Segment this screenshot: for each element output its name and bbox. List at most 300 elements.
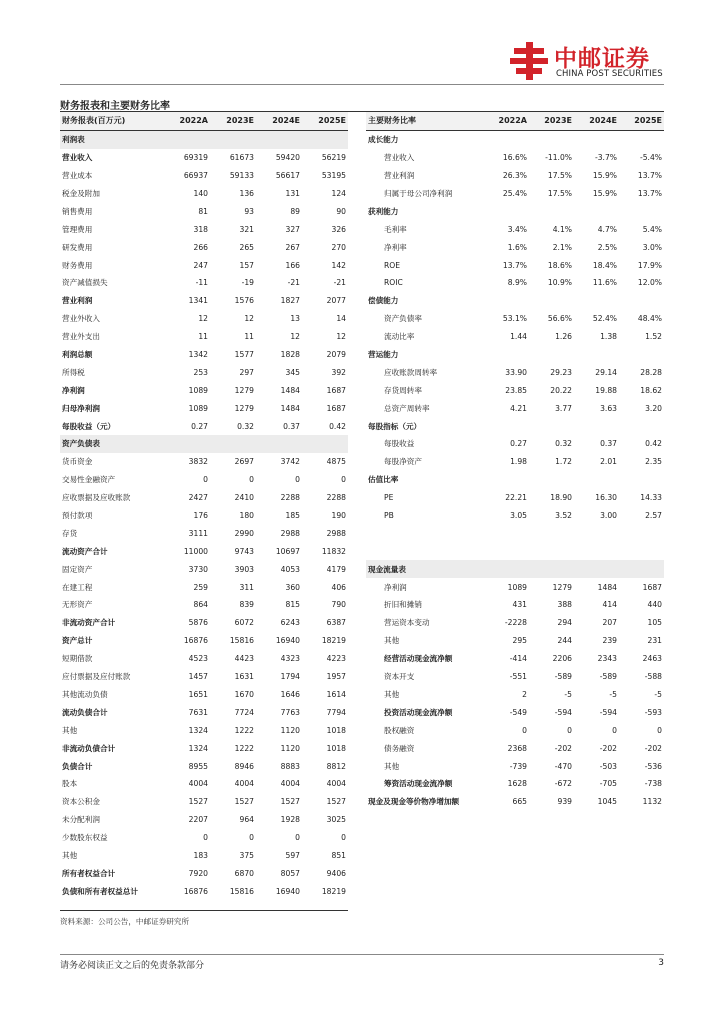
table-row (366, 453, 664, 471)
value-cell: 4.1% (552, 224, 572, 234)
column-header-year: 2022A (484, 112, 529, 130)
value-cell: 327 (285, 224, 300, 234)
row-label: ROIC (384, 278, 403, 288)
row-label: 营业利润 (384, 171, 415, 181)
section-header-row (60, 435, 348, 453)
value-cell: 59133 (229, 171, 254, 181)
row-label: 所得税 (62, 367, 85, 377)
table-row (366, 721, 664, 739)
column-header-year: 2023E (529, 112, 574, 130)
row-label: 应付票据及应付账款 (62, 672, 131, 682)
row-label: 总资产周转率 (384, 403, 430, 413)
value-cell: 11 (244, 332, 254, 342)
table-row (60, 847, 348, 865)
row-label: 应收票据及应收账款 (62, 493, 131, 503)
value-cell: 414 (602, 600, 617, 610)
group-header-row (366, 346, 664, 364)
table-row (60, 793, 348, 811)
table-row (60, 310, 348, 328)
table-row (60, 668, 348, 686)
table-row (366, 310, 664, 328)
row-label: 财务费用 (62, 260, 93, 270)
row-label: 营业收入 (62, 153, 93, 163)
row-label: 管理费用 (62, 224, 93, 234)
value-cell: 0.32 (555, 439, 572, 449)
value-cell: 297 (239, 367, 254, 377)
column-header-label: 财务报表(百万元) (60, 112, 164, 130)
header-divider (60, 84, 664, 85)
value-cell: 2410 (234, 493, 254, 503)
source-footnote: 资料来源：公司公告，中邮证券研究所 (60, 917, 190, 926)
value-cell: 326 (331, 224, 346, 234)
value-cell: 185 (285, 511, 300, 521)
value-cell: -588 (644, 672, 662, 682)
value-cell: 1576 (234, 296, 254, 306)
value-cell: 28.28 (640, 367, 662, 377)
value-cell: 15816 (229, 636, 254, 646)
row-label: 应收账款周转率 (384, 367, 438, 377)
row-label: 流动比率 (384, 332, 415, 342)
value-cell: 790 (331, 600, 346, 610)
value-cell: 124 (331, 189, 346, 198)
table-row (60, 650, 348, 668)
value-cell: 375 (239, 850, 254, 860)
table-row (60, 471, 348, 489)
value-cell: 0 (203, 475, 208, 485)
financial-ratios-table (366, 112, 664, 811)
table-row (366, 686, 664, 704)
value-cell: -470 (554, 761, 572, 771)
value-cell: 16.6% (502, 153, 527, 163)
value-cell: 29.14 (595, 367, 617, 377)
value-cell: -589 (554, 672, 572, 682)
value-cell: 1.38 (600, 332, 617, 342)
value-cell: -594 (599, 707, 617, 717)
value-cell: -11 (195, 278, 208, 288)
footer-divider (60, 954, 664, 955)
column-header-label: 主要财务比率 (366, 112, 484, 130)
table-row (366, 399, 664, 417)
value-cell: 295 (512, 636, 527, 646)
value-cell: -594 (554, 707, 572, 717)
value-cell: 4223 (326, 654, 346, 664)
value-cell: -536 (644, 761, 662, 771)
value-cell: 9406 (326, 868, 346, 878)
value-cell: 0.37 (600, 439, 617, 449)
value-cell: 10697 (275, 546, 300, 556)
spacer-cell (366, 542, 664, 560)
value-cell: 53195 (321, 171, 346, 181)
value-cell: 29.23 (550, 367, 572, 377)
value-cell: 0 (341, 475, 346, 485)
table-row (366, 328, 664, 346)
table-row (366, 363, 664, 381)
value-cell: -202 (599, 743, 617, 753)
value-cell: 13.7% (502, 260, 527, 270)
value-cell: 1628 (507, 779, 527, 789)
value-cell: 4053 (280, 564, 300, 574)
value-cell: 2079 (326, 350, 346, 360)
row-label: 交易性金融资产 (62, 475, 116, 485)
row-label: 净利润 (62, 385, 85, 395)
value-cell: 8955 (188, 761, 208, 771)
value-cell: 939 (557, 797, 572, 807)
row-label: 存货周转率 (384, 385, 422, 395)
row-label: 其他 (62, 725, 78, 735)
value-cell: 1.52 (645, 332, 662, 342)
logo-text-cn: 中邮证券 (554, 46, 650, 72)
value-cell: 176 (193, 511, 208, 521)
table-row (366, 614, 664, 632)
row-label: 流动负债合计 (62, 707, 108, 717)
value-cell: 6870 (234, 868, 254, 878)
value-cell: 4179 (326, 564, 346, 574)
value-cell: 4.21 (510, 403, 527, 413)
row-label: 股本 (62, 779, 78, 789)
row-label: 在建工程 (62, 582, 93, 592)
row-label: 资本开支 (384, 672, 415, 682)
section-title: 财务报表和主要财务比率 (60, 101, 170, 112)
section-label: 营运能力 (368, 350, 399, 360)
value-cell: 3730 (188, 564, 208, 574)
table-row (60, 721, 348, 739)
value-cell: 1527 (280, 797, 300, 807)
value-cell: 9743 (234, 546, 254, 556)
row-label: 税金及附加 (62, 189, 100, 198)
value-cell: 1341 (188, 296, 208, 306)
value-cell: 851 (331, 850, 346, 860)
value-cell: 2.1% (552, 242, 572, 252)
table-row (366, 167, 664, 185)
value-cell: 14.33 (640, 493, 662, 503)
value-cell: 166 (285, 260, 300, 270)
value-cell: 18219 (321, 636, 346, 646)
value-cell: 180 (239, 511, 254, 521)
value-cell: 1646 (280, 689, 300, 699)
value-cell: 1089 (507, 582, 527, 592)
table-header-row (60, 112, 348, 130)
row-label: 每股收益 (384, 439, 415, 449)
value-cell: 19.88 (595, 385, 617, 395)
table-row (366, 632, 664, 650)
value-cell: 18.4% (592, 260, 617, 270)
value-cell: 1089 (188, 385, 208, 395)
value-cell: 2288 (326, 493, 346, 503)
value-cell: 56219 (321, 153, 346, 163)
value-cell: 5876 (188, 618, 208, 628)
value-cell: 12 (290, 332, 300, 342)
table-row (60, 614, 348, 632)
table-row (366, 149, 664, 167)
row-label: 流动资产合计 (62, 546, 108, 556)
value-cell: 3.20 (645, 403, 662, 413)
value-cell: -672 (554, 779, 572, 789)
section-label: 利润表 (60, 130, 348, 148)
value-cell: 13 (290, 314, 300, 324)
table-row (366, 739, 664, 757)
row-label: 资本公积金 (62, 797, 100, 807)
value-cell: 1670 (234, 689, 254, 699)
column-header-year: 2025E (619, 112, 664, 130)
value-cell: 1651 (188, 689, 208, 699)
row-label: 其他 (62, 850, 78, 860)
value-cell: 140 (193, 189, 208, 198)
value-cell: 3111 (188, 528, 208, 538)
value-cell: 259 (193, 582, 208, 592)
value-cell: 18.90 (550, 493, 572, 503)
row-label: 每股净资产 (384, 457, 422, 467)
value-cell: 1827 (280, 296, 300, 306)
value-cell: 6387 (326, 618, 346, 628)
value-cell: 2.5% (597, 242, 617, 252)
value-cell: 8.9% (507, 278, 527, 288)
value-cell: 16876 (183, 886, 208, 896)
row-label: 债务融资 (384, 743, 415, 753)
value-cell: 1687 (642, 582, 662, 592)
row-label: 资产减值损失 (62, 278, 108, 288)
group-header-row (366, 292, 664, 310)
value-cell: 16.30 (595, 493, 617, 503)
row-label: 其他 (384, 636, 400, 646)
value-cell: 11000 (183, 546, 208, 556)
value-cell: 3.05 (510, 511, 527, 521)
value-cell: 59420 (275, 153, 300, 163)
value-cell: 0.27 (191, 421, 208, 431)
group-header-row (366, 202, 664, 220)
value-cell: 7920 (188, 868, 208, 878)
value-cell: 69319 (183, 153, 208, 163)
value-cell: 13.7% (637, 171, 662, 181)
value-cell: 1.72 (555, 457, 572, 467)
value-cell: 1132 (642, 797, 662, 807)
row-label: 营运资本变动 (384, 618, 430, 628)
row-label: 营业收入 (384, 153, 415, 163)
table-row (366, 703, 664, 721)
row-label: 资产总计 (62, 636, 93, 646)
row-label: 预付款项 (62, 511, 93, 521)
value-cell: 1.26 (555, 332, 572, 342)
value-cell: -5 (609, 689, 617, 699)
section-label: 资产负债表 (60, 435, 348, 453)
value-cell: 267 (285, 242, 300, 252)
table-bottom-divider (60, 910, 348, 911)
value-cell: 1527 (234, 797, 254, 807)
value-cell: 11832 (321, 546, 346, 556)
value-cell: -593 (644, 707, 662, 717)
value-cell: 1631 (234, 672, 254, 682)
table-row (60, 757, 348, 775)
value-cell: 207 (602, 618, 617, 628)
row-label: 每股收益（元） (62, 421, 116, 431)
value-cell: 89 (290, 206, 300, 216)
value-cell: 3832 (188, 457, 208, 467)
row-label: 营业外支出 (62, 332, 100, 342)
table-row (60, 882, 348, 900)
value-cell: 1928 (280, 815, 300, 825)
value-cell: 157 (239, 260, 254, 270)
group-header-row (366, 417, 664, 435)
value-cell: 81 (198, 206, 208, 216)
table-row (60, 346, 348, 364)
row-label: 负债合计 (62, 761, 93, 771)
value-cell: 16940 (275, 886, 300, 896)
row-label: 利润总额 (62, 350, 93, 360)
table-row (366, 274, 664, 292)
value-cell: 2368 (507, 743, 527, 753)
value-cell: 265 (239, 242, 254, 252)
value-cell: 253 (193, 367, 208, 377)
row-label: 其他流动负债 (62, 689, 108, 699)
value-cell: 2.35 (645, 457, 662, 467)
value-cell: 2988 (326, 528, 346, 538)
value-cell: 190 (331, 511, 346, 521)
value-cell: 231 (647, 636, 662, 646)
row-label: 折旧和摊销 (384, 600, 422, 610)
value-cell: -549 (509, 707, 527, 717)
value-cell: 3.63 (600, 403, 617, 413)
value-cell: 7763 (280, 707, 300, 717)
value-cell: 3.4% (507, 224, 527, 234)
value-cell: 20.22 (550, 385, 572, 395)
row-label: 销售费用 (62, 206, 93, 216)
value-cell: 5.4% (642, 224, 662, 234)
table-row (60, 381, 348, 399)
value-cell: 25.4% (502, 189, 527, 198)
value-cell: -589 (599, 672, 617, 682)
table-row (60, 220, 348, 238)
row-label: ROE (384, 260, 401, 270)
row-label: 营业利润 (62, 296, 93, 306)
value-cell: 3.0% (642, 242, 662, 252)
table-header-row (366, 112, 664, 130)
value-cell: 8812 (326, 761, 346, 771)
value-cell: 0 (567, 725, 572, 735)
value-cell: 7631 (188, 707, 208, 717)
table-row (366, 381, 664, 399)
value-cell: 16940 (275, 636, 300, 646)
value-cell: 15.9% (592, 189, 617, 198)
section-header-row (60, 130, 348, 148)
column-header-year: 2025E (302, 112, 348, 130)
row-label: 归母净利润 (62, 403, 100, 413)
value-cell: 0.27 (510, 439, 527, 449)
value-cell: 17.5% (547, 171, 572, 181)
value-cell: 61673 (229, 153, 254, 163)
value-cell: 4004 (280, 779, 300, 789)
value-cell: 1484 (597, 582, 617, 592)
table-row (60, 238, 348, 256)
value-cell: 239 (602, 636, 617, 646)
value-cell: 15.9% (592, 171, 617, 181)
value-cell: 14 (336, 314, 346, 324)
value-cell: -202 (554, 743, 572, 753)
value-cell: 93 (244, 206, 254, 216)
value-cell: 4004 (234, 779, 254, 789)
section-label: 成长能力 (368, 135, 399, 145)
value-cell: 3903 (234, 564, 254, 574)
value-cell: 183 (193, 850, 208, 860)
row-label: 固定资产 (62, 564, 93, 574)
value-cell: 406 (331, 582, 346, 592)
table-row (366, 256, 664, 274)
value-cell: 52.4% (592, 314, 617, 324)
value-cell: 0 (657, 725, 662, 735)
row-label: 存货 (62, 528, 78, 538)
value-cell: 15816 (229, 886, 254, 896)
value-cell: 142 (331, 260, 346, 270)
group-header-row (366, 130, 664, 148)
row-label: 其他 (384, 689, 400, 699)
value-cell: 270 (331, 242, 346, 252)
value-cell: 3.77 (555, 403, 572, 413)
value-cell: 1527 (188, 797, 208, 807)
row-label: 非流动负债合计 (62, 743, 116, 753)
value-cell: 6243 (280, 618, 300, 628)
logo-text-en: CHINA POST SECURITIES (556, 69, 663, 79)
value-cell: 1828 (280, 350, 300, 360)
table-row (60, 739, 348, 757)
section-label: 估值比率 (368, 475, 399, 485)
value-cell: 345 (285, 367, 300, 377)
value-cell: 3.52 (555, 511, 572, 521)
value-cell: 12 (198, 314, 208, 324)
value-cell: 2697 (234, 457, 254, 467)
value-cell: 4423 (234, 654, 254, 664)
value-cell: 1120 (280, 743, 300, 753)
value-cell: -19 (241, 278, 254, 288)
value-cell: 66937 (183, 171, 208, 181)
value-cell: 294 (557, 618, 572, 628)
value-cell: 56.6% (547, 314, 572, 324)
value-cell: 90 (336, 206, 346, 216)
table-row (60, 453, 348, 471)
row-label: 经营活动现金流净额 (384, 654, 453, 664)
value-cell: 2206 (552, 654, 572, 664)
table-row (60, 363, 348, 381)
value-cell: 1687 (326, 403, 346, 413)
value-cell: 2988 (280, 528, 300, 538)
row-label: 研发费用 (62, 242, 93, 252)
value-cell: 1.44 (510, 332, 527, 342)
row-label: 现金及现金等价物净增加额 (368, 797, 460, 807)
value-cell: 1.98 (510, 457, 527, 467)
table-row (60, 185, 348, 203)
value-cell: 0 (203, 833, 208, 843)
column-header-year: 2023E (210, 112, 256, 130)
value-cell: 597 (285, 850, 300, 860)
section-label: 每股指标（元） (368, 421, 422, 431)
financial-statements-panel (60, 112, 348, 900)
value-cell: 311 (239, 582, 254, 592)
table-row (60, 775, 348, 793)
value-cell: 3742 (280, 457, 300, 467)
value-cell: 0.42 (329, 421, 346, 431)
value-cell: 1045 (597, 797, 617, 807)
table-row (60, 686, 348, 704)
table-row (60, 417, 348, 435)
value-cell: 8946 (234, 761, 254, 771)
value-cell: -705 (599, 779, 617, 789)
table-row (60, 167, 348, 185)
value-cell: 2463 (642, 654, 662, 664)
table-row (60, 560, 348, 578)
table-row (60, 829, 348, 847)
value-cell: 839 (239, 600, 254, 610)
table-row (60, 202, 348, 220)
value-cell: -739 (509, 761, 527, 771)
value-cell: 26.3% (502, 171, 527, 181)
table-row (366, 757, 664, 775)
